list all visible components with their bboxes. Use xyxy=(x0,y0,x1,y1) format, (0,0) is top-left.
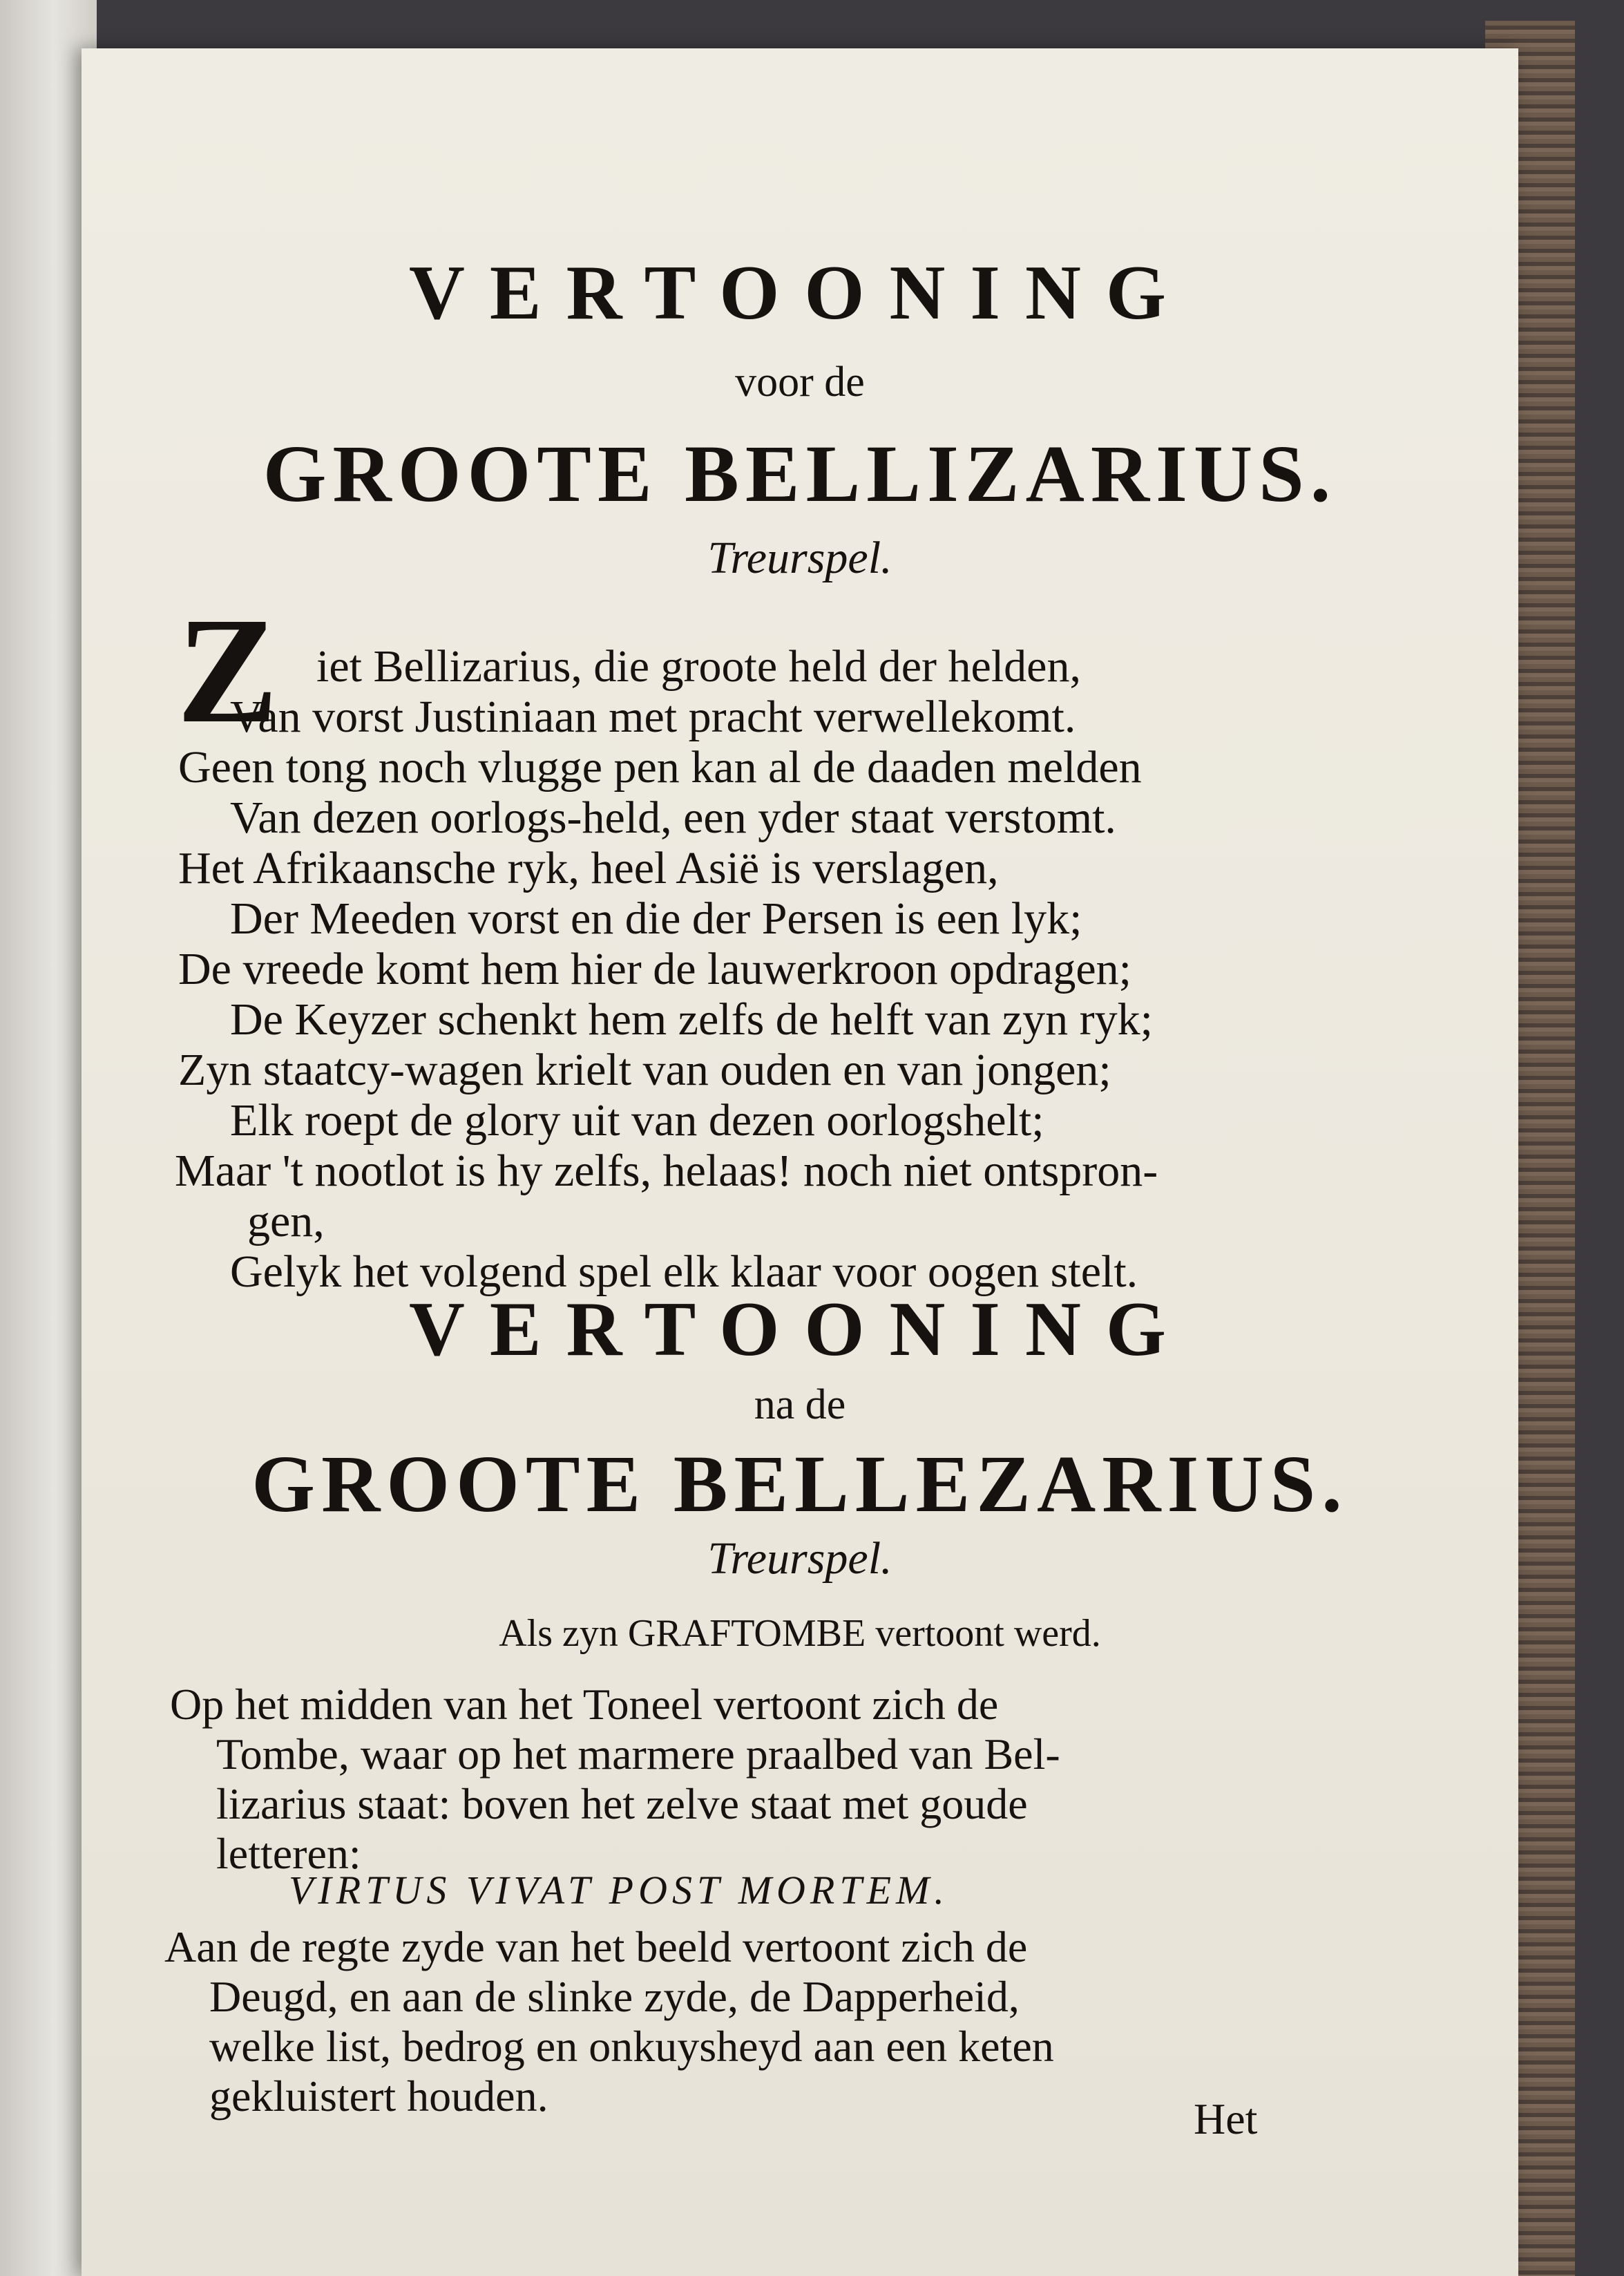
section1-heading: VERTOONING xyxy=(409,250,1191,336)
prose-line: gekluistert houden. xyxy=(209,2071,548,2121)
section2-genre: Treurspel. xyxy=(707,1533,892,1584)
verse-line: Gelyk het volgend spel elk klaar voor oogen stelt. xyxy=(230,1246,1138,1297)
verse-line: De vreede komt hem hier de lauwerkroon opdragen; xyxy=(178,944,1131,994)
verse-line: Der Meeden vorst en die der Persen is een lyk; xyxy=(230,893,1082,944)
verse-line: De Keyzer schenkt hem zelfs de helft van zyn ryk; xyxy=(230,994,1153,1045)
prose-line: Aan de regte zyde van het beeld vertoont zich de xyxy=(164,1922,1028,1971)
verse-line: Zyn staatcy-wagen krielt van ouden en van jongen; xyxy=(178,1045,1111,1095)
book-page xyxy=(82,48,1518,2276)
section1-title: GROOTE BELLIZARIUS. xyxy=(262,428,1337,519)
prose-line: letteren: xyxy=(216,1829,361,1878)
verse-line: Het Afrikaansche ryk, heel Asië is verslagen, xyxy=(178,843,999,893)
verse-line: iet Bellizarius, die groote held der helden, xyxy=(316,641,1081,692)
tomb-caption: Als zyn GRAFTOMBE vertoont werd. xyxy=(499,1612,1101,1655)
verse-line: Elk roept de glory uit van dezen oorlogshelt; xyxy=(230,1095,1044,1146)
latin-motto: VIRTUS VIVAT POST MORTEM. xyxy=(289,1868,949,1913)
catchword: Het xyxy=(1194,2094,1258,2143)
verse-line: Geen tong noch vlugge pen kan al de daaden melden xyxy=(178,742,1142,793)
prose-line: lizarius staat: boven het zelve staat met goude xyxy=(216,1779,1028,1828)
section1-sub: voor de xyxy=(735,359,865,406)
prose-line: welke list, bedrog en onkuysheyd aan een keten xyxy=(209,2022,1054,2071)
prose-line: Tombe, waar op het marmere praalbed van Bel- xyxy=(216,1729,1060,1779)
verse-line: gen, xyxy=(247,1196,325,1246)
drop-cap: Z xyxy=(177,586,278,755)
section2-heading: VERTOONING xyxy=(409,1287,1191,1372)
verse-line: Van dezen oorlogs-held, een yder staat verstomt. xyxy=(230,793,1116,843)
prose-line: Op het midden van het Toneel vertoont zich de xyxy=(170,1680,999,1729)
verse-line: Van vorst Justiniaan met pracht verwellekomt. xyxy=(230,692,1076,742)
section1-genre: Treurspel. xyxy=(707,533,892,583)
verse-line: Maar 't nootlot is hy zelfs, helaas! noch niet ontspron- xyxy=(175,1146,1158,1196)
section2-title: GROOTE BELLEZARIUS. xyxy=(251,1439,1348,1529)
section2-sub: na de xyxy=(754,1381,846,1428)
prose-line: Deugd, en aan de slinke zyde, de Dapperheid, xyxy=(209,1972,1020,2021)
